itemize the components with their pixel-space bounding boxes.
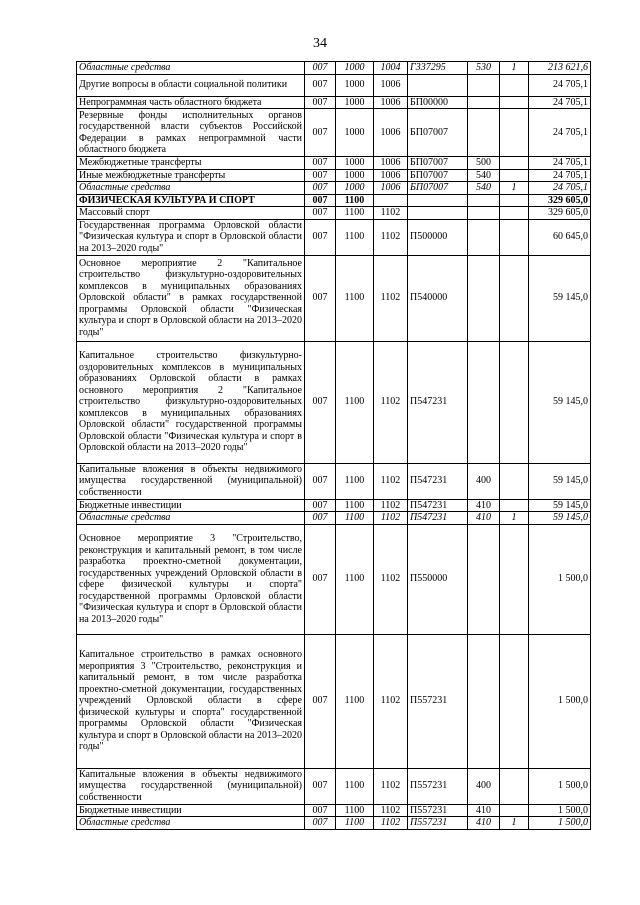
cell-name: Областные средства	[77, 817, 305, 830]
cell-target-article: П557231	[408, 634, 468, 768]
cell-admin-code: 007	[305, 194, 336, 207]
cell-amount: 24 705,1	[529, 96, 591, 109]
cell-expense-type: 410	[468, 804, 500, 817]
cell-section-code: 1000	[336, 169, 374, 182]
cell-target-article: П547231	[408, 341, 468, 463]
cell-subsection-code: 1102	[374, 768, 408, 804]
cell-funding-source: 1	[500, 182, 529, 195]
cell-amount: 60 645,0	[529, 219, 591, 255]
cell-subsection-code	[374, 194, 408, 207]
cell-amount: 1 500,0	[529, 768, 591, 804]
cell-amount: 1 500,0	[529, 634, 591, 768]
table-row	[77, 74, 591, 96]
cell-name: Основное мероприятие 2 "Капитальное строительство физкультурно-оздоровительных комплексов в муниципальных образованиях Орловской области" в рамках государственной программы Орловской области "Физическая культура и спорт в Орловской области на 2013–2020 годы"	[77, 255, 305, 341]
cell-section-code: 1100	[336, 512, 374, 525]
cell-admin-code: 007	[305, 182, 336, 195]
cell-expense-type	[468, 96, 500, 109]
cell-target-article: П557231	[408, 804, 468, 817]
table-row	[77, 341, 591, 463]
cell-amount: 59 145,0	[529, 341, 591, 463]
cell-section-code: 1000	[336, 74, 374, 96]
cell-target-article: П500000	[408, 219, 468, 255]
cell-amount: 329 605,0	[529, 194, 591, 207]
cell-admin-code: 007	[305, 157, 336, 170]
cell-amount: 24 705,1	[529, 169, 591, 182]
cell-amount: 1 500,0	[529, 524, 591, 634]
cell-target-article: Г337295	[408, 62, 468, 75]
cell-name: Капитальное строительство физкультурно-оздоровительных комплексов в муниципальных образованиях Орловской области в рамках основного мероприятия 2 "Капитальное строительство физкультурно-оздоровительных комплексов в муниципальных образованиях Орловской области" государственной программы Орловской области "Физическая культура и спорт в Орловской области на 2013–2020 годы"	[77, 341, 305, 463]
cell-expense-type: 410	[468, 512, 500, 525]
cell-expense-type	[468, 74, 500, 96]
cell-subsection-code: 1102	[374, 634, 408, 768]
cell-section-code: 1100	[336, 804, 374, 817]
cell-section-code: 1100	[336, 194, 374, 207]
cell-admin-code: 007	[305, 768, 336, 804]
cell-amount: 24 705,1	[529, 74, 591, 96]
cell-amount: 213 621,6	[529, 62, 591, 75]
cell-amount: 59 145,0	[529, 499, 591, 512]
cell-admin-code: 007	[305, 96, 336, 109]
table-row	[77, 768, 591, 804]
cell-target-article	[408, 194, 468, 207]
table-row	[77, 109, 591, 157]
cell-admin-code: 007	[305, 74, 336, 96]
cell-expense-type	[468, 194, 500, 207]
cell-admin-code: 007	[305, 499, 336, 512]
cell-amount: 329 605,0	[529, 207, 591, 220]
cell-subsection-code: 1102	[374, 524, 408, 634]
cell-subsection-code: 1102	[374, 804, 408, 817]
cell-target-article	[408, 207, 468, 220]
cell-subsection-code: 1102	[374, 255, 408, 341]
cell-subsection-code: 1006	[374, 96, 408, 109]
table-row	[77, 817, 591, 830]
cell-expense-type: 540	[468, 182, 500, 195]
cell-section-code: 1100	[336, 341, 374, 463]
cell-target-article: П550000	[408, 524, 468, 634]
cell-admin-code: 007	[305, 512, 336, 525]
cell-funding-source	[500, 169, 529, 182]
cell-funding-source: 1	[500, 62, 529, 75]
cell-amount: 59 145,0	[529, 512, 591, 525]
cell-funding-source	[500, 157, 529, 170]
cell-subsection-code: 1006	[374, 109, 408, 157]
cell-admin-code: 007	[305, 341, 336, 463]
cell-amount: 59 145,0	[529, 463, 591, 499]
cell-subsection-code: 1102	[374, 499, 408, 512]
table-row	[77, 182, 591, 195]
cell-amount: 24 705,1	[529, 109, 591, 157]
cell-expense-type	[468, 207, 500, 220]
cell-funding-source	[500, 74, 529, 96]
table-row	[77, 169, 591, 182]
cell-target-article: П547231	[408, 512, 468, 525]
cell-funding-source	[500, 109, 529, 157]
cell-subsection-code: 1006	[374, 182, 408, 195]
cell-subsection-code: 1102	[374, 341, 408, 463]
budget-table	[76, 61, 591, 830]
cell-admin-code: 007	[305, 463, 336, 499]
cell-target-article: БП07007	[408, 157, 468, 170]
cell-funding-source	[500, 524, 529, 634]
cell-expense-type: 400	[468, 768, 500, 804]
cell-expense-type: 500	[468, 157, 500, 170]
cell-name: Резервные фонды исполнительных органов государственной власти субъектов Российской Федерации в рамках непрограммной части областного бюджета	[77, 109, 305, 157]
cell-target-article: П540000	[408, 255, 468, 341]
cell-section-code: 1100	[336, 499, 374, 512]
cell-admin-code: 007	[305, 169, 336, 182]
cell-name: Массовый спорт	[77, 207, 305, 220]
table-row	[77, 96, 591, 109]
cell-section-code: 1100	[336, 524, 374, 634]
cell-target-article: БП07007	[408, 109, 468, 157]
cell-subsection-code: 1006	[374, 157, 408, 170]
cell-name: Непрограммная часть областного бюджета	[77, 96, 305, 109]
cell-admin-code: 007	[305, 219, 336, 255]
cell-section-code: 1000	[336, 157, 374, 170]
cell-funding-source	[500, 194, 529, 207]
cell-section-code: 1100	[336, 207, 374, 220]
cell-section-code: 1000	[336, 182, 374, 195]
table-row	[77, 804, 591, 817]
cell-name: Государственная программа Орловской области "Физическая культура и спорт в Орловской области на 2013–2020 годы"	[77, 219, 305, 255]
cell-target-article	[408, 74, 468, 96]
cell-funding-source	[500, 463, 529, 499]
page-number: 34	[313, 36, 327, 51]
cell-section-code: 1100	[336, 463, 374, 499]
cell-amount: 1 500,0	[529, 817, 591, 830]
cell-name: Областные средства	[77, 182, 305, 195]
cell-funding-source: 1	[500, 817, 529, 830]
cell-funding-source	[500, 341, 529, 463]
cell-admin-code: 007	[305, 817, 336, 830]
cell-admin-code: 007	[305, 62, 336, 75]
cell-amount: 59 145,0	[529, 255, 591, 341]
cell-target-article: БП07007	[408, 169, 468, 182]
cell-subsection-code: 1102	[374, 463, 408, 499]
cell-name: Основное мероприятие 3 "Строительство, реконструкция и капитальный ремонт, в том числе разработка проектно-сметной документации, государственных учреждений Орловской области в сфере физической культуры и спорта" государственной программы Орловской области "Физическая культура и спорт в Орловской области на 2013–2020 годы"	[77, 524, 305, 634]
cell-funding-source	[500, 96, 529, 109]
cell-expense-type	[468, 524, 500, 634]
cell-admin-code: 007	[305, 109, 336, 157]
cell-funding-source	[500, 207, 529, 220]
cell-expense-type	[468, 341, 500, 463]
cell-expense-type: 410	[468, 817, 500, 830]
cell-name: Областные средства	[77, 62, 305, 75]
cell-section-code: 1100	[336, 255, 374, 341]
table-row	[77, 62, 591, 75]
cell-subsection-code: 1102	[374, 219, 408, 255]
cell-amount: 24 705,1	[529, 157, 591, 170]
cell-section-code: 1100	[336, 219, 374, 255]
cell-expense-type: 400	[468, 463, 500, 499]
cell-expense-type	[468, 255, 500, 341]
cell-subsection-code: 1006	[374, 74, 408, 96]
table-row	[77, 157, 591, 170]
cell-expense-type	[468, 219, 500, 255]
cell-section-code: 1000	[336, 109, 374, 157]
cell-subsection-code: 1102	[374, 207, 408, 220]
cell-funding-source	[500, 255, 529, 341]
table-row	[77, 207, 591, 220]
table-row	[77, 219, 591, 255]
table-row	[77, 499, 591, 512]
cell-name: ФИЗИЧЕСКАЯ КУЛЬТУРА И СПОРТ	[77, 194, 305, 207]
cell-target-article: П547231	[408, 463, 468, 499]
cell-name: Иные межбюджетные трансферты	[77, 169, 305, 182]
cell-admin-code: 007	[305, 634, 336, 768]
cell-subsection-code: 1004	[374, 62, 408, 75]
cell-expense-type: 410	[468, 499, 500, 512]
cell-admin-code: 007	[305, 255, 336, 341]
cell-target-article: П557231	[408, 768, 468, 804]
cell-name: Капитальные вложения в объекты недвижимого имущества государственной (муниципальной) собственности	[77, 768, 305, 804]
cell-target-article: П547231	[408, 499, 468, 512]
cell-target-article: БП00000	[408, 96, 468, 109]
cell-name: Областные средства	[77, 512, 305, 525]
cell-section-code: 1100	[336, 634, 374, 768]
cell-funding-source	[500, 768, 529, 804]
cell-subsection-code: 1102	[374, 512, 408, 525]
cell-expense-type: 530	[468, 62, 500, 75]
cell-amount: 1 500,0	[529, 804, 591, 817]
cell-name: Капитальные вложения в объекты недвижимого имущества государственной (муниципальной) собственности	[77, 463, 305, 499]
cell-section-code: 1100	[336, 817, 374, 830]
cell-funding-source	[500, 634, 529, 768]
cell-admin-code: 007	[305, 804, 336, 817]
cell-expense-type: 540	[468, 169, 500, 182]
cell-name: Другие вопросы в области социальной политики	[77, 74, 305, 96]
cell-target-article: БП07007	[408, 182, 468, 195]
cell-funding-source	[500, 219, 529, 255]
cell-target-article: П557231	[408, 817, 468, 830]
cell-section-code: 1100	[336, 768, 374, 804]
cell-expense-type	[468, 634, 500, 768]
table-row	[77, 634, 591, 768]
table-row	[77, 194, 591, 207]
cell-section-code: 1000	[336, 96, 374, 109]
cell-amount: 24 705,1	[529, 182, 591, 195]
table-row	[77, 524, 591, 634]
cell-funding-source: 1	[500, 512, 529, 525]
cell-expense-type	[468, 109, 500, 157]
cell-subsection-code: 1006	[374, 169, 408, 182]
cell-subsection-code: 1102	[374, 817, 408, 830]
budget-table-body	[77, 62, 591, 830]
cell-funding-source	[500, 499, 529, 512]
cell-admin-code: 007	[305, 207, 336, 220]
cell-name: Капитальное строительство в рамках основного мероприятия 3 "Строительство, реконструкция и капитальный ремонт, в том числе разработка проектно-сметной документации, государственных учреждений Орловской области в сфере физической культуры и спорта" государственной программы Орловской области "Физическая культура и спорт в Орловской области на 2013–2020 годы"	[77, 634, 305, 768]
cell-name: Бюджетные инвестиции	[77, 499, 305, 512]
table-row	[77, 255, 591, 341]
cell-name: Бюджетные инвестиции	[77, 804, 305, 817]
cell-section-code: 1000	[336, 62, 374, 75]
cell-name: Межбюджетные трансферты	[77, 157, 305, 170]
cell-funding-source	[500, 804, 529, 817]
table-row	[77, 512, 591, 525]
table-row	[77, 463, 591, 499]
cell-admin-code: 007	[305, 524, 336, 634]
